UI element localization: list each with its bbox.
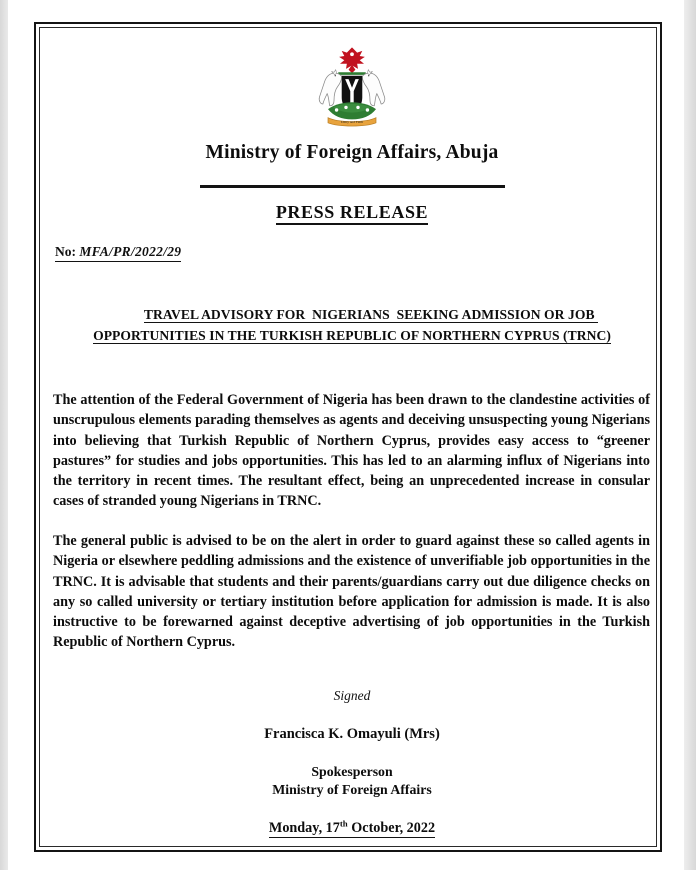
body-paragraph-1: The attention of the Federal Government of Nigeria has been drawn to the clandestine activities of unscrupulous elements parading themselves as agents and deceiving unsuspecting young Nigerians into believing that Turkish Republic of Northern Cyprus, provides easy access to “greener pastures” for studies and jobs opportunities. This has led to an alarming influx of Nigerians into the territory in recent times. The resultant effect, being an unprecedented increase in consular cases of stranded young Nigerians in TRNC.: [53, 392, 650, 510]
reference-number-value: MFA/PR/2022/29: [79, 244, 182, 259]
signatory-role: [53, 763, 651, 798]
page-title: Ministry of Foreign Affairs, Abuja: [205, 142, 499, 163]
document-sheet: [28, 8, 668, 858]
page-edge-shadow-right: [684, 0, 696, 870]
release-date-rest: October, 2022: [347, 820, 436, 837]
advisory-title-text: TRAVEL ADVISORY FOR NIGERIANS SEEKING ADMISSION OR JOB OPPORTUNITIES IN THE TURKISH REPUBLIC OF NORTHERN CYPRUS (TRNC): [93, 307, 611, 344]
page-edge-shadow-left: [0, 0, 8, 870]
document-border-outer: [34, 22, 662, 852]
document-type-heading: [53, 202, 651, 223]
body-paragraph-2: The general public is advised to be on the alert in order to guard against these so called agents in Nigeria or elsewhere peddling admissions and the existence of unverifiable job opportunities in the TRNC. It is advisable that students and their parents/guardians carry out due diligence checks on any so called university or tertiary institution before application for admission is made. It is also instructive to be forewarned against deceptive advertising of job opportunities in the Turkish Republic of Northern Cyprus.: [53, 533, 650, 650]
document-content: [53, 32, 651, 842]
signatory-role-org: Ministry of Foreign Affairs: [272, 781, 432, 797]
advisory-title: [53, 283, 651, 367]
reference-number-label: No:: [55, 244, 76, 259]
release-date: [53, 818, 651, 837]
crest-container: [53, 32, 651, 128]
signatory-role-title: Spokesperson: [311, 764, 393, 780]
svg-text:Unity and Faith: Unity and Faith: [341, 120, 363, 125]
reference-number: [53, 244, 651, 262]
signed-label: Signed: [333, 688, 371, 704]
release-date-day: Monday, 17: [268, 820, 340, 837]
header-divider: [53, 185, 651, 188]
signatory-name: Francisca K. Omayuli (Mrs): [264, 726, 440, 743]
release-date-ordinal: th: [339, 818, 348, 829]
document-type-label: PRESS RELEASE: [276, 202, 428, 225]
nigeria-coat-of-arms-icon: [309, 44, 395, 128]
